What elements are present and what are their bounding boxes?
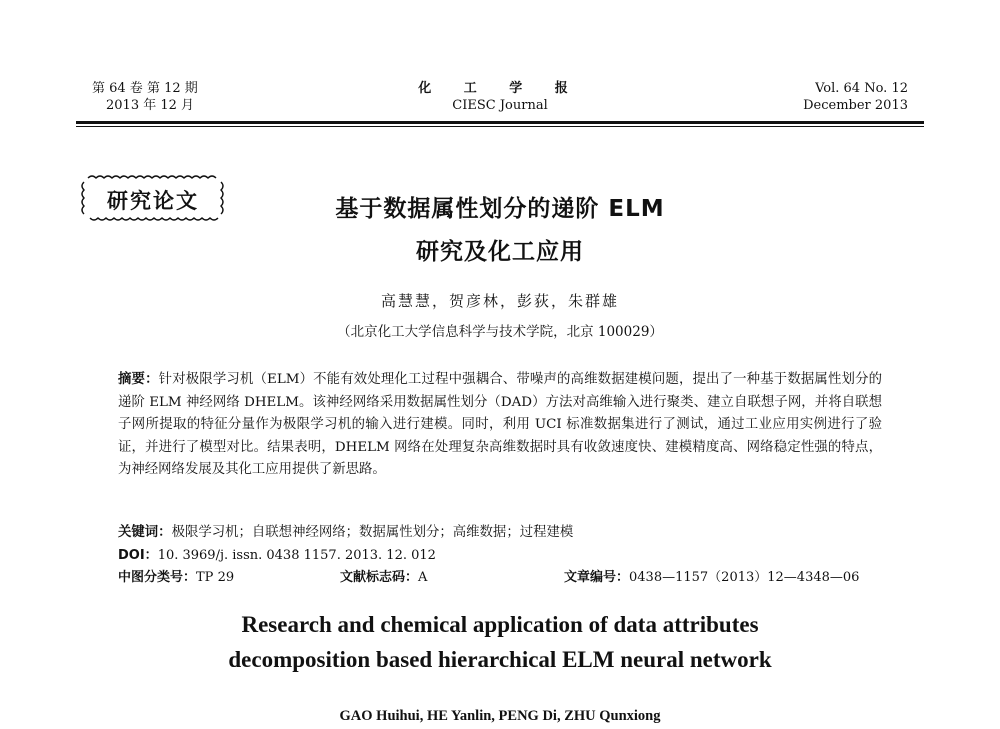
clc-value: TP 29 xyxy=(196,570,235,585)
doi-value: 10. 3969/j. issn. 0438 1157. 2013. 12. 012 xyxy=(157,548,436,563)
article-no-label: 文章编号： xyxy=(564,570,630,585)
title-en-line1: Research and chemical application of data attributes xyxy=(241,612,759,637)
header-volume-issue: 第 64 卷 第 12 期 xyxy=(92,81,198,96)
abstract xyxy=(118,369,882,482)
title-cn-line2: 研究及化工应用 xyxy=(416,239,584,265)
article-no-value: 0438—1157（2013）12—4348—06 xyxy=(629,570,860,585)
authors-en: GAO Huihui, HE Yanlin, PENG Di, ZHU Qunxiong xyxy=(339,708,661,724)
classification-row xyxy=(118,568,882,588)
keywords-text: 极限学习机；自联想神经网络；数据属性划分；高维数据；过程建模 xyxy=(171,525,574,540)
clc-label: 中图分类号： xyxy=(118,570,197,585)
keywords-label: 关键词： xyxy=(118,525,172,540)
abstract-text: 针对极限学习机（ELM）不能有效处理化工过程中强耦合、带噪声的高维数据建模问题，提出了一种基于数据属性划分的递阶 ELM 神经网络 DHELM。该神经网络采用数据属性划分（DAD）方法对高维输入进行聚类、建立自联想子网，并将自联想子网所提取的特征分量作为极限学习机的输入进行建模。同时，利用 UCI 标准数据集进行了测试，通过工业应用实例进行了验证，并进行了模型对比。结果表明，DHELM 网络在处理复杂高维数据时具有收敛速度快、建模精度高、网络稳定性强的特点，为神经网络发展及其化工应用提供了新思路。 xyxy=(118,372,883,477)
header-rule-thin xyxy=(76,126,924,127)
header-journal-cn: 化 工 学 报 xyxy=(418,81,582,96)
badge-label: 研究论文 xyxy=(107,189,199,213)
article-number xyxy=(564,568,859,588)
title-en-line2: decomposition based hierarchical ELM neural network xyxy=(228,647,772,672)
doc-code-value: A xyxy=(418,570,428,585)
doc-code-label: 文献标志码： xyxy=(340,570,419,585)
doi-label: DOI： xyxy=(118,548,158,563)
title-cn-line1: 基于数据属性划分的递阶 ELM xyxy=(335,196,665,222)
header-vol-no: Vol. 64 No. 12 xyxy=(815,81,908,96)
header-volume-info-en xyxy=(803,80,908,114)
authors-cn: 高慧慧，贺彦林，彭荻，朱群雄 xyxy=(380,292,619,310)
header-rule-thick xyxy=(76,121,924,124)
keywords xyxy=(118,523,882,543)
affiliation-cn: （北京化工大学信息科学与技术学院，北京 100029） xyxy=(337,324,663,340)
doi xyxy=(118,546,882,566)
header-journal-en: CIESC Journal xyxy=(452,98,548,113)
document-code xyxy=(340,568,427,588)
header-date-cn: 2013 年 12 月 xyxy=(106,98,195,113)
header-date-en: December 2013 xyxy=(803,98,908,113)
abstract-label: 摘要： xyxy=(118,372,159,387)
clc-number xyxy=(118,568,234,588)
